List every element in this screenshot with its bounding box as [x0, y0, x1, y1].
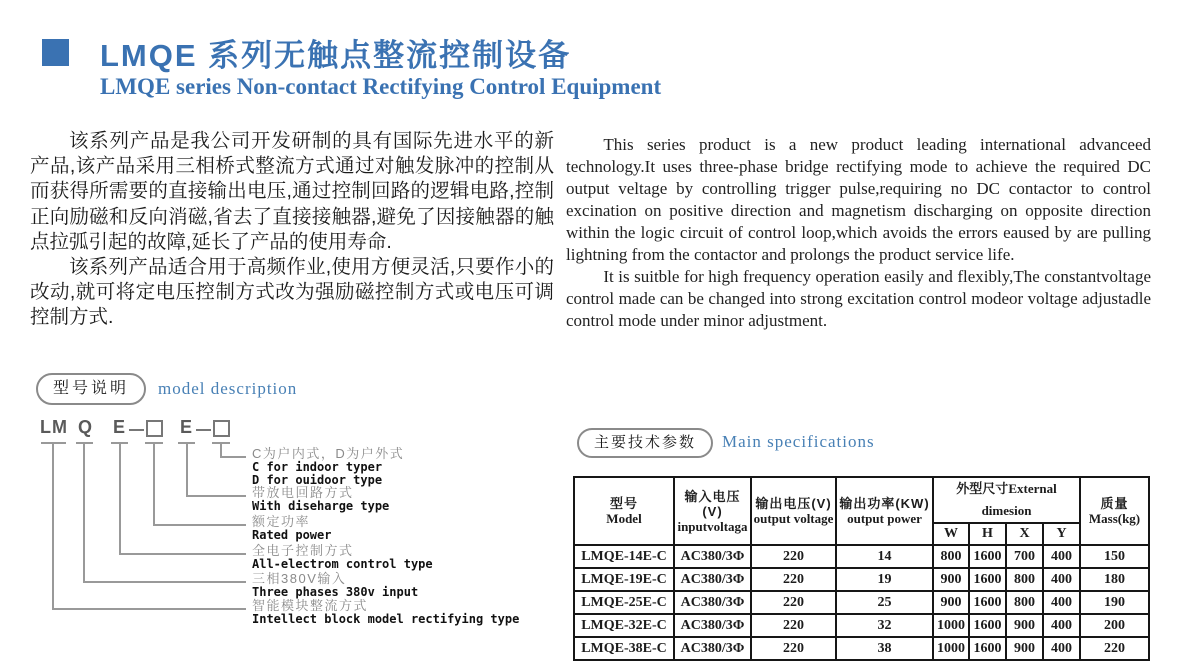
table-cell: LMQE-32E-C: [574, 614, 674, 637]
dims-header-en: External dimesion: [981, 481, 1057, 518]
col-header-model: [574, 477, 674, 545]
branch-en: C for indoor typer: [252, 460, 383, 474]
table-row: [574, 591, 1149, 614]
branch-label-rated-power: [252, 515, 331, 542]
branch-label-three-phase-input: [252, 572, 418, 599]
table-cell: 800: [933, 545, 969, 568]
intro-cn-paragraph-2: 该系列产品适合用于高频作业,使用方便灵活,只要作小的改动,就可将定电压控制方式改为强励磁控制方式或电压可调控制方式.: [30, 256, 554, 329]
model-code-box-2: [213, 420, 230, 437]
table-cell: 19: [836, 568, 933, 591]
table-cell: 220: [1080, 637, 1149, 660]
table-cell: LMQE-14E-C: [574, 545, 674, 568]
branch-en: All-electrom control type: [252, 557, 433, 571]
branch-label-electronic-control: [252, 544, 433, 571]
model-code-box-1: [146, 420, 163, 437]
table-cell: 25: [836, 591, 933, 614]
col-header-en: Model: [606, 511, 642, 526]
branch-cn: 额定功率: [252, 514, 311, 529]
table-cell: AC380/3Φ: [674, 545, 751, 568]
table-cell: 900: [933, 568, 969, 591]
table-cell: AC380/3Φ: [674, 637, 751, 660]
model-code-part-q: Q: [78, 417, 94, 437]
table-cell: 1600: [969, 614, 1006, 637]
table-row: [574, 614, 1149, 637]
branch-en: D for ouidoor type: [252, 473, 383, 487]
col-header-en: inputvoltaga: [677, 518, 748, 534]
table-cell: 180: [1080, 568, 1149, 591]
table-cell: 190: [1080, 591, 1149, 614]
branch-cn: 智能模块整流方式: [252, 598, 369, 613]
col-header-external-dimension: [933, 477, 1080, 523]
main-specifications-pill: 主要技术参数: [577, 428, 713, 458]
table-cell: 400: [1043, 545, 1080, 568]
table-row: [574, 568, 1149, 591]
table-cell: 800: [1006, 568, 1043, 591]
intro-en-paragraph-2: It is suitble for high frequency operation easily and flexibly,The constantvoltage control made can be changed into strong excitation control modeor voltage adjustadle control mode under minor adjustment.: [566, 267, 1151, 330]
model-code-part-e1: E: [113, 417, 127, 437]
branch-en: Three phases 380v input: [252, 585, 419, 599]
diagram-connector-box2: [220, 456, 246, 458]
diagram-connector-lm: [52, 608, 246, 610]
intro-cn-paragraph-1: 该系列产品是我公司开发研制的具有国际先进水平的新产品,该产品采用三相桥式整流方式通过对触发脉冲的控制从而获得所需要的直接输出电压,通过控制回路的逻辑电路,控制正向励磁和反向消磁,省去了直接接触器,避免了因接触器的触点拉弧引起的故障,延长了产品的使用寿命.: [30, 130, 554, 253]
dim-col-w: W: [933, 523, 969, 545]
table-cell: 220: [751, 614, 836, 637]
table-cell: 14: [836, 545, 933, 568]
model-code-dash-2: [196, 429, 211, 431]
model-code-part-lm: LM: [40, 417, 68, 437]
specs-table-body: [574, 545, 1149, 660]
diagram-connector-q: [83, 581, 246, 583]
table-cell: 220: [751, 591, 836, 614]
page-title-cn: LMQE 系列无触点整流控制设备: [100, 38, 572, 73]
branch-cn: 全电子控制方式: [252, 543, 354, 558]
main-specifications-caption: Main specifications: [722, 432, 875, 451]
table-cell: 150: [1080, 545, 1149, 568]
table-cell: 1600: [969, 545, 1006, 568]
diagram-connector-box1: [153, 524, 246, 526]
table-cell: 1600: [969, 637, 1006, 660]
diagram-vline-lm: [52, 442, 54, 610]
table-cell: 200: [1080, 614, 1149, 637]
diagram-vline-box1: [153, 442, 155, 526]
col-header-cn: 输出功率(KW): [839, 496, 930, 511]
col-header-input-voltage: [674, 477, 751, 545]
table-cell: 900: [1006, 614, 1043, 637]
col-header-cn: 输出电压(V): [755, 496, 832, 511]
branch-en: Rated power: [252, 528, 332, 542]
table-cell: AC380/3Φ: [674, 591, 751, 614]
table-cell: 900: [1006, 637, 1043, 660]
col-header-output-power: [836, 477, 933, 545]
col-header-cn: 型号: [609, 496, 638, 511]
diagram-vline-e2: [186, 442, 188, 497]
table-cell: 32: [836, 614, 933, 637]
branch-cn: 带放电回路方式: [252, 485, 354, 500]
table-cell: 1000: [933, 614, 969, 637]
table-cell: LMQE-38E-C: [574, 637, 674, 660]
col-header-cn: 输入电压(V): [684, 488, 741, 519]
table-cell: LMQE-19E-C: [574, 568, 674, 591]
col-header-cn: 质量: [1100, 496, 1129, 511]
dim-col-h: H: [969, 523, 1006, 545]
table-cell: AC380/3Φ: [674, 614, 751, 637]
model-description-pill: 型号说明: [36, 373, 146, 405]
table-cell: 900: [933, 591, 969, 614]
diagram-connector-e1: [119, 553, 246, 555]
branch-label-intellect-block: [252, 599, 519, 626]
table-cell: 1600: [969, 591, 1006, 614]
table-cell: 220: [751, 568, 836, 591]
diagram-connector-e2: [186, 495, 246, 497]
model-code-dash-1: [129, 429, 144, 431]
specs-table: [573, 476, 1150, 661]
table-cell: AC380/3Φ: [674, 568, 751, 591]
page-title-en: LMQE series Non-contact Rectifying Control Equipment: [100, 74, 662, 99]
dim-col-y: Y: [1043, 523, 1080, 545]
intro-paragraphs-en: [566, 134, 1151, 332]
table-cell: 800: [1006, 591, 1043, 614]
dims-header-cn: 外型尺寸: [956, 481, 1009, 496]
table-cell: 1000: [933, 637, 969, 660]
diagram-vline-e1: [119, 442, 121, 555]
dim-col-x: X: [1006, 523, 1043, 545]
branch-label-indoor-outdoor: [252, 447, 404, 487]
branch-en: Intellect block model rectifying type: [252, 612, 520, 626]
title-bullet-square: [42, 39, 69, 66]
intro-paragraphs-cn: [30, 129, 554, 331]
table-row: [574, 545, 1149, 568]
intro-en-paragraph-1: This series product is a new product leading international advanceed technology.It uses three-phase bridge rectifying mode to achieve the required DC output veltage by controlling trigger pulse,requiring no DC contactor to control excination on positive direction and magnetism discharging on opposite direction within the logic circuit of control loop,which avoids the errors eaused by are pulling lightning from the contactor and prolongs the product service life.: [566, 135, 1151, 264]
table-cell: 220: [751, 637, 836, 660]
table-cell: 400: [1043, 591, 1080, 614]
table-cell: 400: [1043, 614, 1080, 637]
table-cell: 700: [1006, 545, 1043, 568]
model-code-part-e2: E: [180, 417, 194, 437]
branch-cn: C为户内式，D为户外式: [252, 446, 405, 461]
col-header-mass: [1080, 477, 1149, 545]
col-header-output-voltage: [751, 477, 836, 545]
branch-label-discharge-type: [252, 486, 389, 513]
col-header-en: Mass(kg): [1088, 511, 1141, 526]
branch-en: With diseharge type: [252, 499, 390, 513]
table-cell: 400: [1043, 568, 1080, 591]
table-cell: 1600: [969, 568, 1006, 591]
table-cell: 220: [751, 545, 836, 568]
branch-cn: 三相380V输入: [252, 571, 347, 586]
table-row: [574, 637, 1149, 660]
col-header-en: output voltage: [753, 511, 834, 526]
table-cell: 38: [836, 637, 933, 660]
col-header-en: output power: [847, 511, 922, 526]
model-description-caption: model description: [158, 379, 298, 398]
diagram-vline-q: [83, 442, 85, 583]
table-cell: 400: [1043, 637, 1080, 660]
table-cell: LMQE-25E-C: [574, 591, 674, 614]
